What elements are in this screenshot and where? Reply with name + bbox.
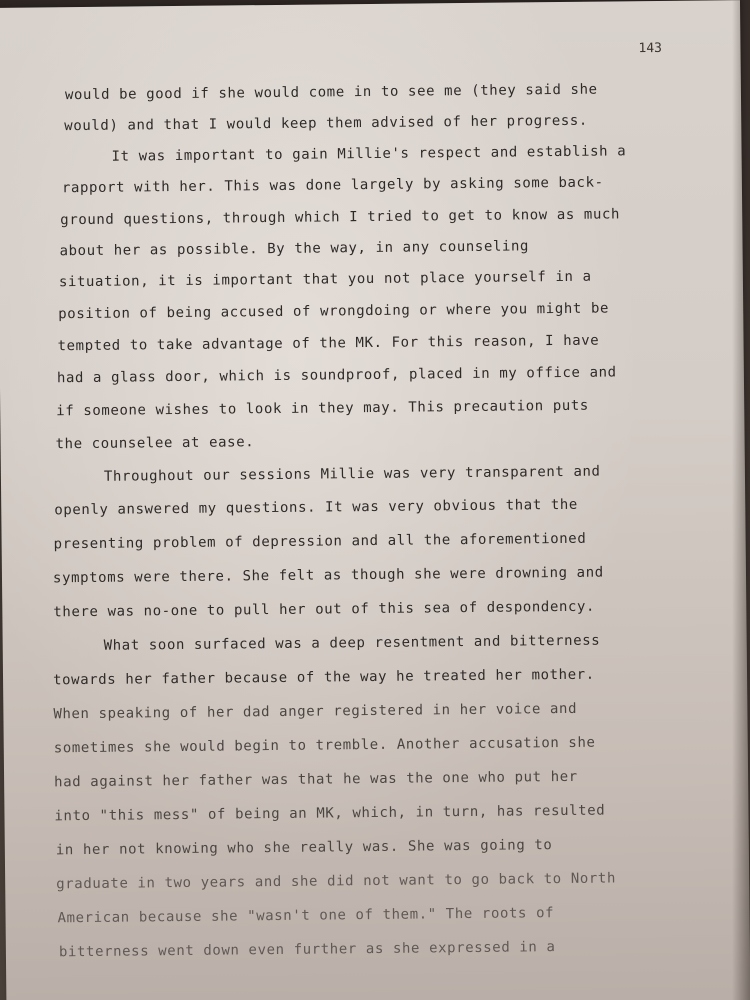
text-line: about her as possible. By the way, in any counseling [59,238,530,260]
text-line: there was no-one to pull her out of this sea of despondency. [53,598,596,621]
text-line: American because she "wasn't one of them." The roots of [57,905,555,927]
text-line: sometimes she would begin to tremble. Another accusation she [53,734,596,757]
text-line: position of being accused of wrongdoing or where you might be [58,300,610,323]
text-line: would be good if she would come in to see me (they said she [64,81,598,104]
text-line: had against her father was that he was the one who put her [54,768,578,791]
page-number: 143 [638,40,663,57]
text-line: situation, it is important that you not place yourself in a [58,268,592,291]
text-line: It was important to gain Millie's respect and establish a [111,143,627,165]
text-line: towards her father because of the way he treated her mother. [52,666,595,689]
text-line: Throughout our sessions Millie was very transparent and [103,463,601,485]
text-line: ground questions, through which I tried to get to know as much [60,206,621,229]
text-line: bitterness went down even further as she expressed in a [58,939,556,961]
text-line: presenting problem of depression and all the aforementioned [53,530,587,553]
text-line: What soon surfaced was a deep resentment and bitterness [103,632,601,654]
text-line: the counselee at ease. [55,434,255,453]
text-line: When speaking of her dad anger registered in her voice and [53,700,578,723]
text-line: openly answered my questions. It was very obvious that the [54,496,579,519]
text-line: in her not knowing who she really was. She was going to [55,837,553,859]
text-line: into "this mess" of being an MK, which, in turn, has resulted [54,802,606,825]
text-line: would) and that I would keep them advised of her progress. [64,112,588,135]
text-line: if someone wishes to look in they may. This precaution puts [56,397,590,420]
text-line: rapport with her. This was done largely by asking some back- [61,174,604,197]
text-line: graduate in two years and she did not want to go back to North [56,870,617,893]
text-line: had a glass door, which is soundproof, placed in my office and [56,364,617,387]
text-line: symptoms were there. She felt as though she were drowning and [52,564,604,587]
text-line: tempted to take advantage of the MK. For this reason, I have [57,332,600,355]
